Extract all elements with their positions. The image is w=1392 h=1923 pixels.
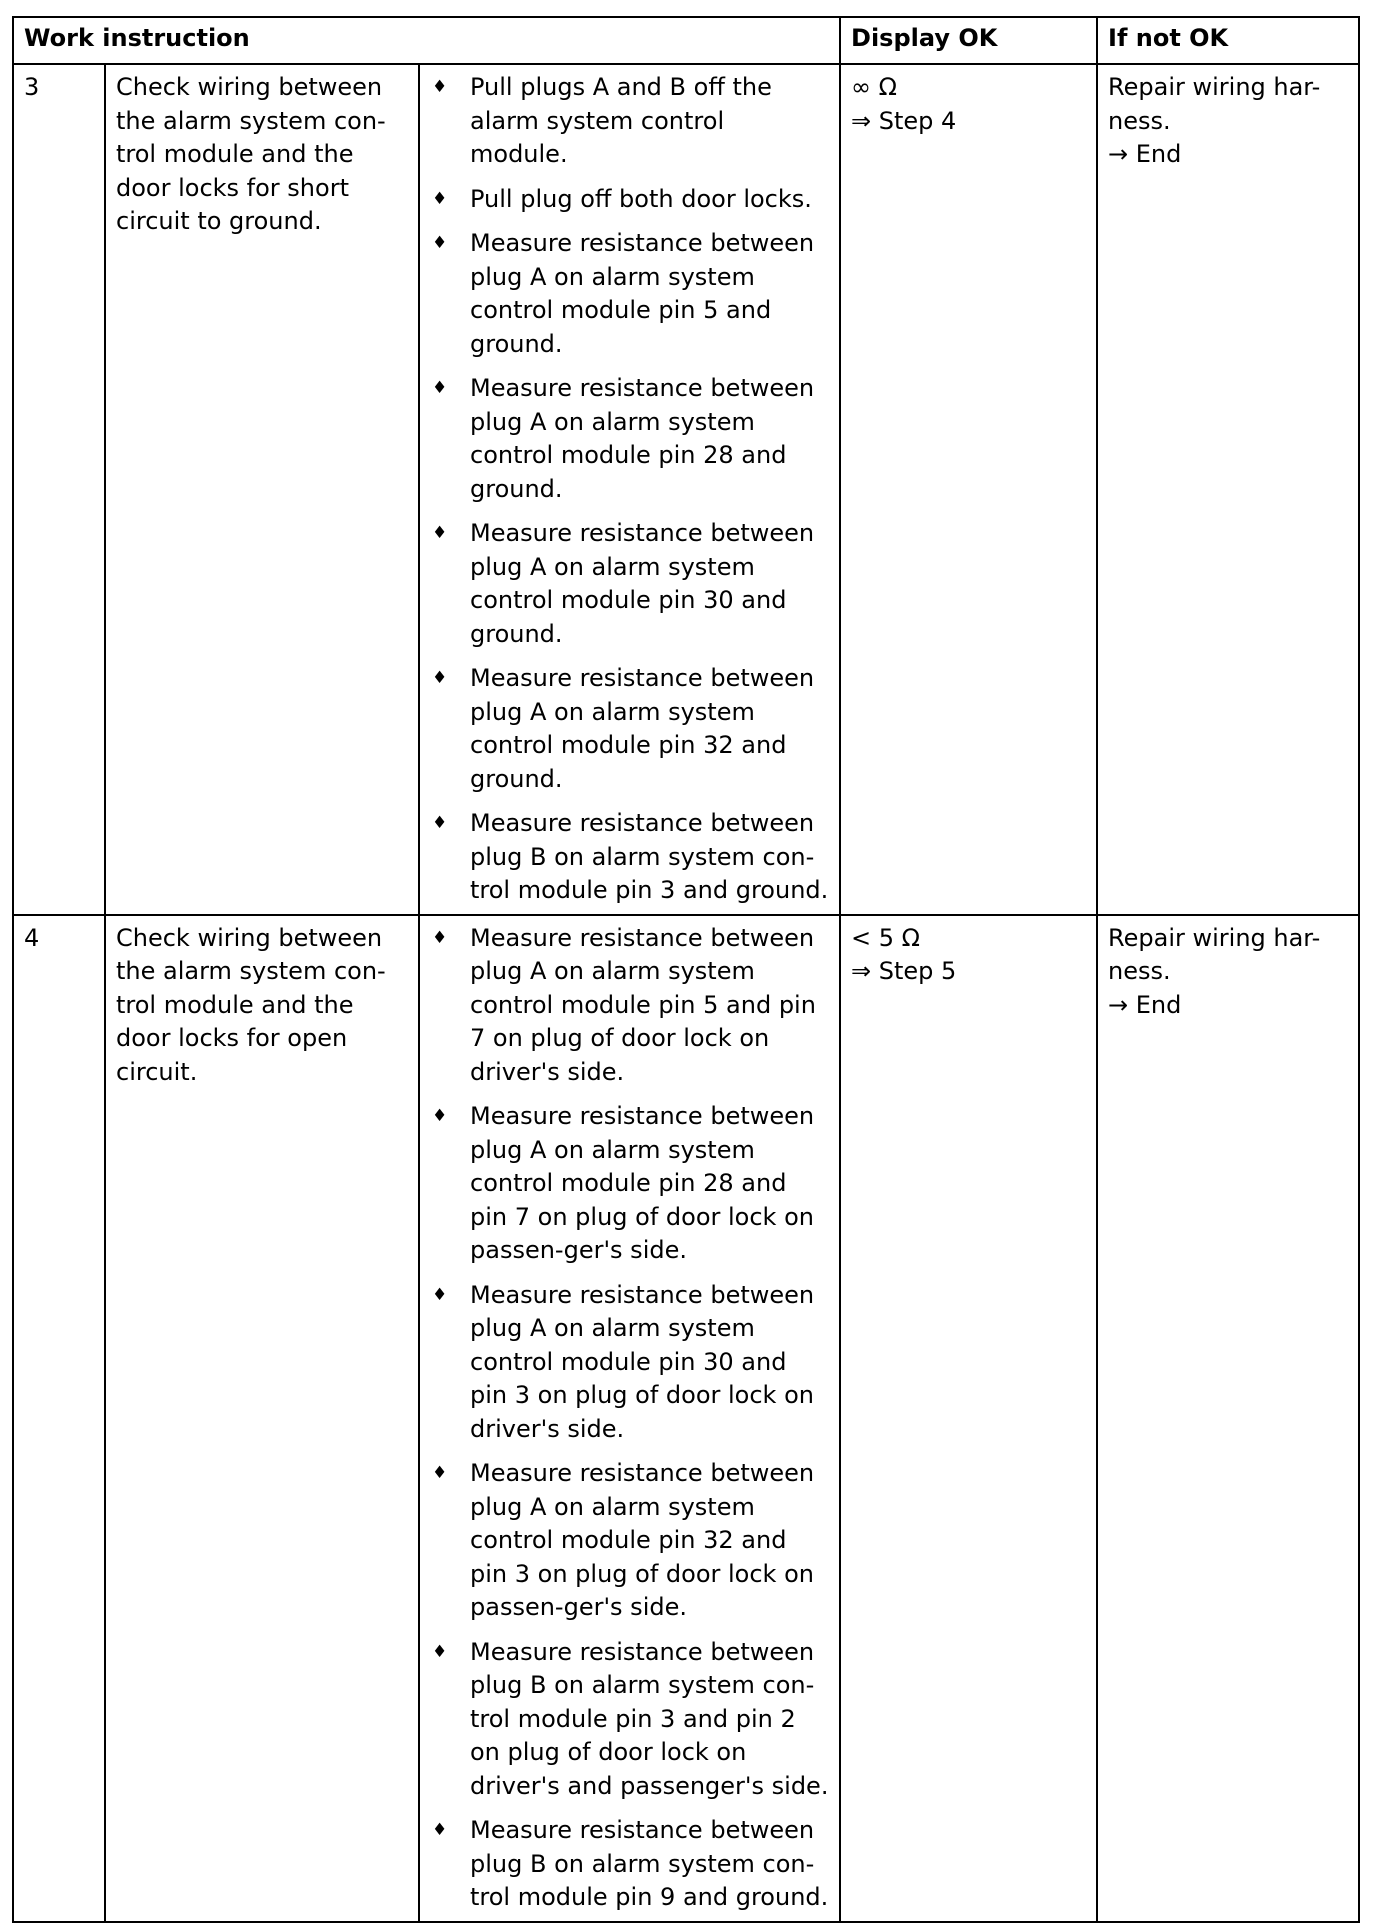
table-header-row <box>13 17 1359 64</box>
step-actions <box>419 64 840 915</box>
diamond-bullet-icon: ♦ <box>432 1106 448 1126</box>
list-item <box>430 517 829 651</box>
header-if-not-ok: If not OK <box>1097 17 1359 64</box>
list-item <box>430 1100 829 1268</box>
display-value: < 5 Ω <box>851 923 920 952</box>
diamond-bullet-icon: ♦ <box>432 927 448 948</box>
action-text: Measure resistance between plug B on alarm system con-trol module pin 9 and ground. <box>470 1816 829 1911</box>
diamond-bullet-icon: ♦ <box>432 77 448 97</box>
action-text: Measure resistance between plug A on alarm system control module pin 32 and pin 3 on plug of door lock on passen-ger's side. <box>470 1459 815 1621</box>
step-description: Check wiring between the alarm system con-trol module and the door locks for open circuit. <box>105 915 419 1922</box>
list-item <box>430 807 829 908</box>
action-list <box>430 71 829 908</box>
fail-next-step: → End <box>1108 990 1182 1019</box>
diamond-bullet-icon: ♦ <box>432 188 448 209</box>
if-not-ok-cell <box>1097 915 1359 1922</box>
action-text: Measure resistance between plug B on alarm system con-trol module pin 3 and ground. <box>470 809 829 904</box>
diamond-bullet-icon: ♦ <box>432 1641 448 1662</box>
action-text: Pull plugs A and B off the alarm system control module. <box>470 73 772 168</box>
action-text: Measure resistance between plug B on alarm system con-trol module pin 3 and pin 2 on plug of door lock on driver's and passenger's side. <box>470 1637 829 1800</box>
list-item <box>430 1457 829 1625</box>
action-text: Measure resistance between plug A on alarm system control module pin 5 and ground. <box>470 229 815 358</box>
action-text: Measure resistance between plug A on alarm system control module pin 28 and pin 7 on plug of door lock on passen-ger's side. <box>470 1102 815 1264</box>
header-work-instruction: Work instruction <box>13 17 840 64</box>
list-item <box>430 227 829 361</box>
list-item <box>430 1279 829 1447</box>
diamond-bullet-icon: ♦ <box>432 1820 448 1840</box>
action-text: Pull plug off both door locks. <box>470 184 812 213</box>
list-item <box>430 71 829 172</box>
diamond-bullet-icon: ♦ <box>432 523 448 543</box>
display-next-step: ⇒ Step 5 <box>851 957 957 985</box>
display-next-step: ⇒ Step 4 <box>851 106 957 135</box>
display-ok-cell <box>840 64 1097 915</box>
table-row <box>13 64 1359 915</box>
work-instruction-table <box>12 16 1360 1923</box>
fail-next-step: → End <box>1108 140 1182 168</box>
list-item <box>430 183 829 217</box>
display-ok-cell <box>840 915 1097 1922</box>
if-not-ok-cell <box>1097 64 1359 915</box>
action-text: Measure resistance between plug A on alarm system control module pin 32 and ground. <box>470 664 815 793</box>
step-actions <box>419 915 840 1922</box>
diamond-bullet-icon: ♦ <box>432 233 448 253</box>
action-text: Measure resistance between plug A on alarm system control module pin 5 and pin 7 on plug of door lock on driver's side. <box>470 923 816 1086</box>
fail-action: Repair wiring har-ness. <box>1108 73 1321 135</box>
action-text: Measure resistance between plug A on alarm system control module pin 30 and ground. <box>470 519 815 648</box>
fail-action: Repair wiring har-ness. <box>1108 923 1321 985</box>
list-item <box>430 372 829 506</box>
list-item <box>430 662 829 796</box>
diamond-bullet-icon: ♦ <box>432 1284 448 1305</box>
step-description: Check wiring between the alarm system con-trol module and the door locks for short circuit to ground. <box>105 64 419 915</box>
diamond-bullet-icon: ♦ <box>432 813 448 833</box>
step-number: 4 <box>13 915 105 1922</box>
action-text: Measure resistance between plug A on alarm system control module pin 30 and pin 3 on plug of door lock on driver's side. <box>470 1280 815 1443</box>
list-item <box>430 1636 829 1804</box>
list-item <box>430 1814 829 1915</box>
header-display-ok: Display OK <box>840 17 1097 64</box>
diamond-bullet-icon: ♦ <box>432 1463 448 1483</box>
display-value: ∞ Ω <box>851 73 897 101</box>
diamond-bullet-icon: ♦ <box>432 668 448 688</box>
table-row <box>13 915 1359 1922</box>
list-item <box>430 922 829 1090</box>
action-text: Measure resistance between plug A on alarm system control module pin 28 and ground. <box>470 374 815 503</box>
diamond-bullet-icon: ♦ <box>432 378 448 398</box>
action-list <box>430 922 829 1915</box>
step-number: 3 <box>13 64 105 915</box>
